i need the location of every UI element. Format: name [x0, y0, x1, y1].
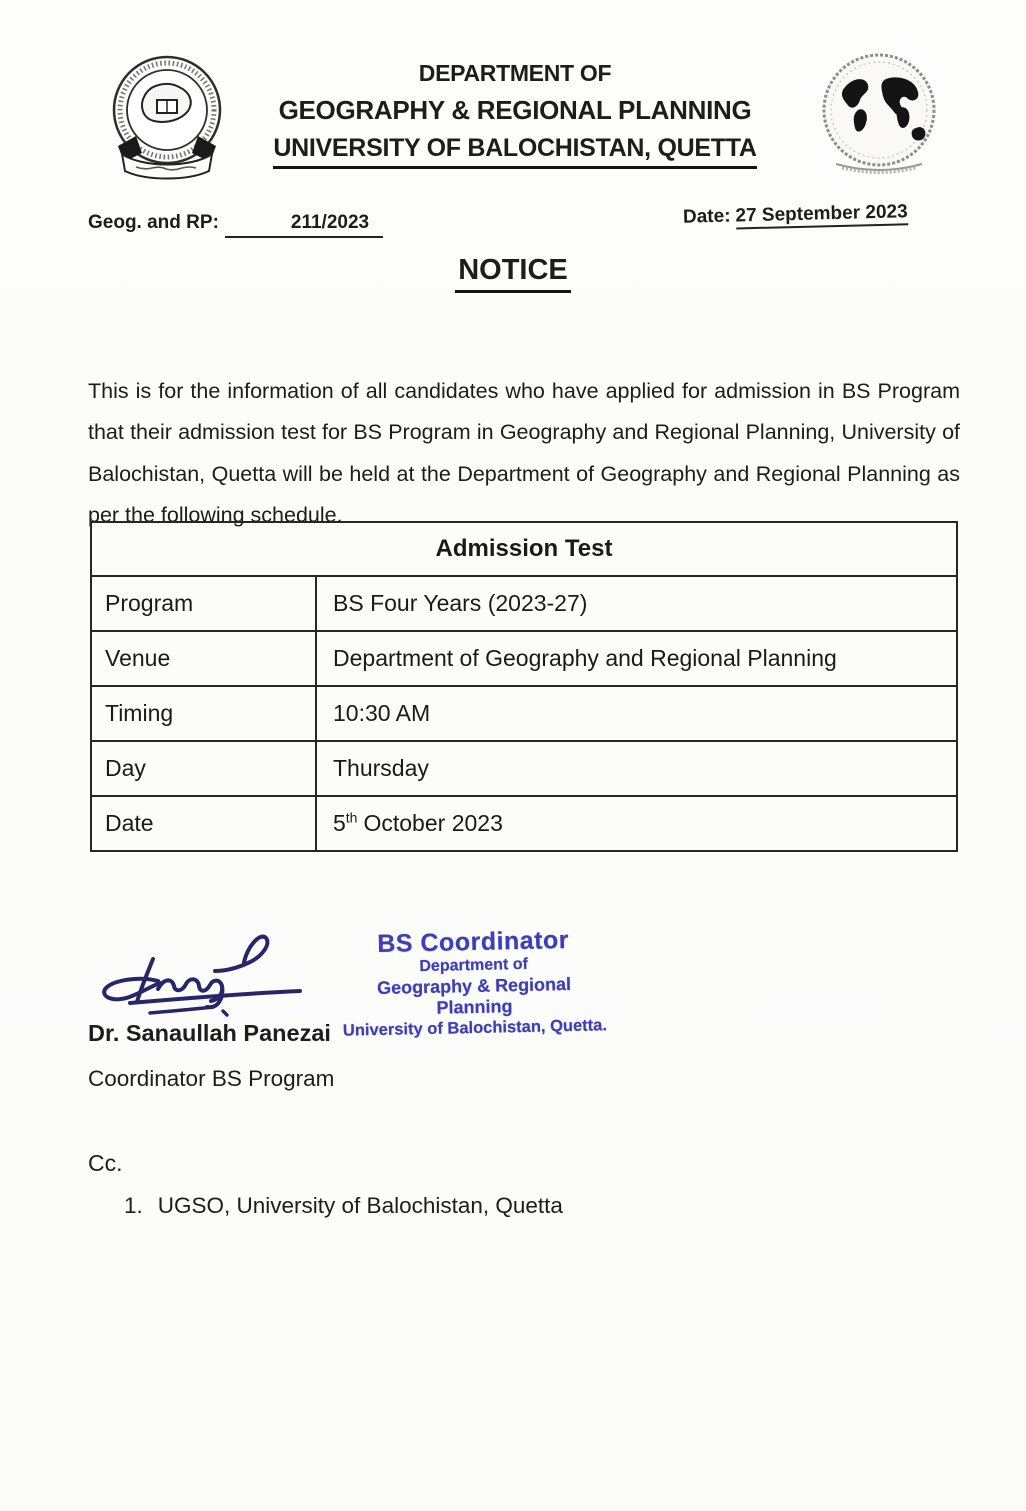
table-row: [91, 686, 957, 741]
notice-heading: NOTICE: [455, 254, 571, 293]
signature-icon: [96, 922, 326, 1022]
date-value: 27 September 2023: [735, 201, 908, 229]
stamp-line4: University of Balochistan, Quetta.: [342, 1016, 608, 1040]
letterhead-line2: GEOGRAPHY & REGIONAL PLANNING: [278, 95, 752, 125]
cc-label: Cc.: [88, 1150, 123, 1176]
table-row: [91, 576, 957, 631]
cc-item-number: 1.: [124, 1193, 143, 1218]
reference-number-value: 211/2023: [225, 212, 383, 238]
row-label: Timing: [91, 686, 316, 741]
table-row: [91, 631, 957, 686]
row-label: Program: [91, 576, 316, 631]
letterhead-line1: DEPARTMENT OF: [418, 60, 612, 86]
row-value: Department of Geography and Regional Planning: [316, 631, 957, 686]
university-crest-icon: [96, 50, 238, 193]
table-row: [91, 741, 957, 796]
stamp-line1: BS Coordinator: [377, 926, 570, 959]
date-ordinal-suffix: th: [345, 809, 358, 826]
row-label: Date: [91, 796, 316, 851]
row-value: Thursday: [316, 741, 957, 796]
notice-body-paragraph: This is for the information of all candidates who have applied for admission in BS Program that their admission test for BS Program in Geography and Regional Planning, University of Balochistan, Quetta will be held at the Department of Geography and Regional Planning as per the following schedule.: [88, 378, 960, 527]
date-day-number: 5: [333, 810, 346, 836]
stamp-line3: Geography & Regional Planning: [376, 973, 572, 1018]
date-month-year: October 2023: [363, 810, 503, 836]
row-value: [316, 796, 957, 851]
cc-item-text: UGSO, University of Balochistan, Quetta: [157, 1193, 563, 1218]
table-row: [91, 796, 957, 851]
department-letterhead: [240, 58, 790, 169]
table-title-row: [91, 522, 957, 576]
row-label: Venue: [91, 631, 316, 686]
reference-label: Geog. and RP:: [88, 212, 219, 233]
reference-number-row: [88, 212, 383, 238]
row-value: BS Four Years (2023-27): [316, 576, 957, 631]
stamp-line2: Department of: [419, 955, 529, 976]
cc-list-item: [124, 1193, 563, 1219]
world-globe-icon: [806, 48, 952, 191]
date-row: [683, 201, 908, 228]
row-value: 10:30 AM: [316, 686, 957, 741]
notice-heading-wrap: [0, 254, 1026, 293]
signatory-name: Dr. Sanaullah Panezai: [88, 1020, 331, 1046]
letterhead-line3: UNIVERSITY OF BALOCHISTAN, QUETTA: [240, 132, 790, 169]
date-label: Date:: [682, 205, 731, 228]
table-title: Admission Test: [91, 522, 957, 576]
admission-test-table: [90, 521, 958, 852]
signatory-title: Coordinator BS Program: [88, 1066, 335, 1091]
bs-coordinator-stamp: [337, 925, 611, 1041]
row-label: Day: [91, 741, 316, 796]
